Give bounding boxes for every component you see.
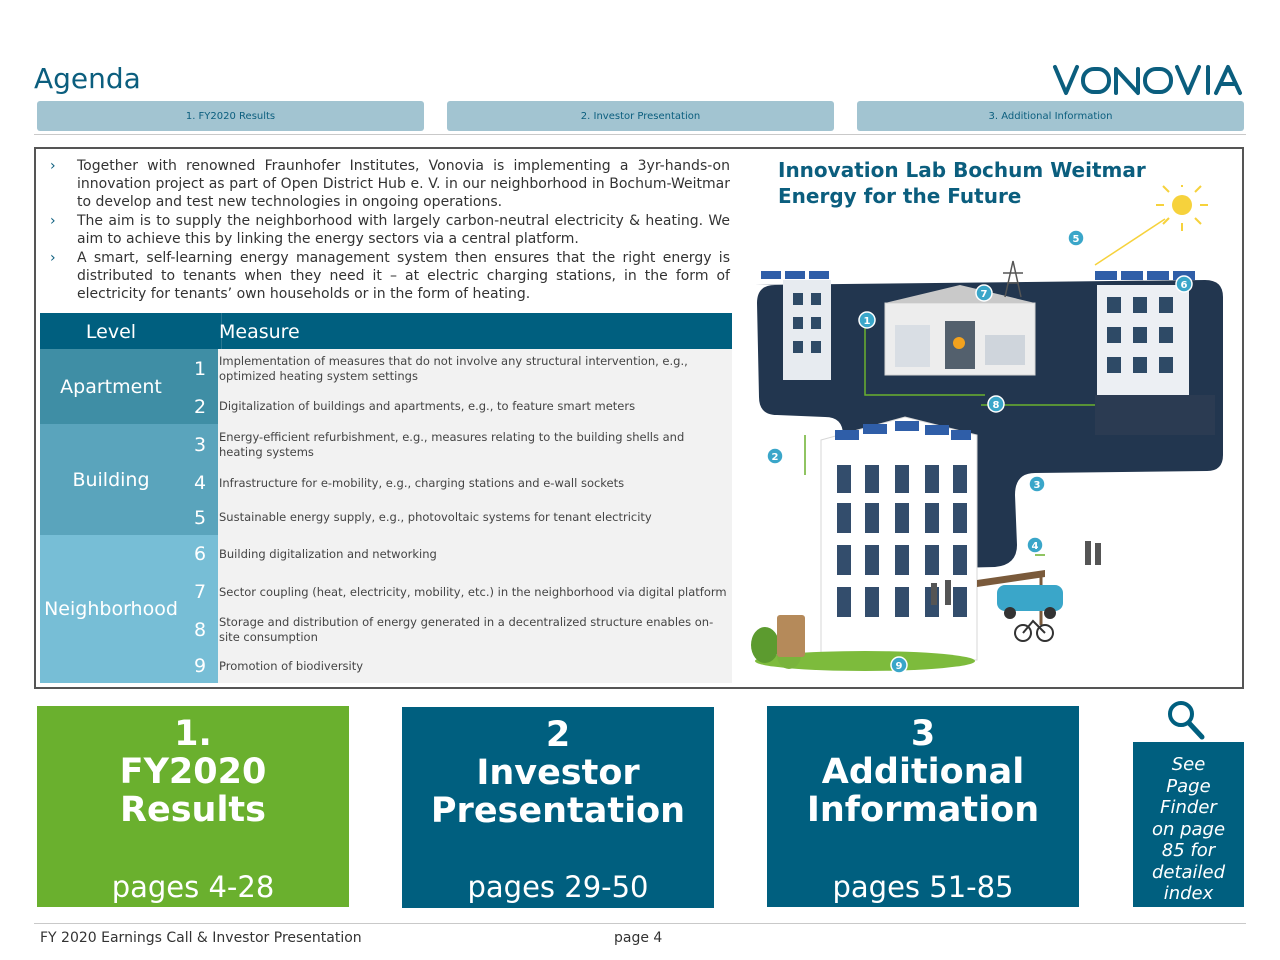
svg-text:8: 8	[992, 400, 1000, 411]
header-level: Level	[85, 321, 137, 343]
measure-text: Infrastructure for e-mobility, e.g., charging stations and e-wall sockets	[219, 475, 625, 490]
badge-7	[976, 285, 992, 301]
vonovia-logo	[1052, 62, 1244, 98]
svg-text:1: 1	[863, 316, 871, 327]
sun-icon	[1095, 185, 1208, 265]
badge-2	[767, 448, 783, 464]
intro-bullet-3: › A smart, self-learning energy management system then ensures that the right energy is distributed to tenants when they need it – at electric charging stations, in the form of electricity for tenants’ own households or in the form of heating.	[50, 250, 730, 302]
row-number: 6	[182, 535, 218, 573]
tab-investor-presentation[interactable]: 2. Investor Presentation	[447, 101, 834, 131]
svg-text:3: 3	[1033, 480, 1041, 491]
row-number: 2	[182, 389, 218, 424]
svg-text:9: 9	[895, 661, 903, 672]
innovation-lab-title: Innovation Lab Bochum Weitmar Energy for the Future	[778, 158, 1146, 208]
tab-additional-information[interactable]: 3. Additional Information	[857, 101, 1244, 131]
page-title: Agenda	[34, 62, 141, 95]
card-fy2020-results[interactable]: 1. FY2020 Results pages 4-28	[37, 706, 349, 907]
level-apartment: Apartment	[40, 349, 182, 424]
row-number: 7	[182, 573, 218, 611]
measure-text: Storage and distribution of energy generated in a decentralized structure enables on-site consumption	[219, 615, 714, 644]
card-pages: pages 4-28	[111, 870, 275, 904]
measure-text: Promotion of biodiversity	[219, 658, 364, 673]
page-finder-box[interactable]: See Page Finder on page 85 for detailed index	[1133, 742, 1244, 907]
chevron-right-icon: ›	[50, 158, 56, 174]
footer-divider	[34, 923, 1246, 924]
svg-text:6: 6	[1180, 280, 1188, 291]
footer-title: FY 2020 Earnings Call & Investor Presentation	[40, 930, 362, 946]
card-pages: pages 51-85	[832, 870, 1014, 904]
header-measure: Measure	[219, 321, 300, 343]
badge-9	[891, 657, 907, 673]
measure-text: Sustainable energy supply, e.g., photovoltaic systems for tenant electricity	[219, 510, 652, 524]
row-number: 1	[182, 349, 218, 389]
measure-text: Implementation of measures that do not involve any structural intervention, e.g., optimized heating system settings	[219, 354, 688, 383]
card-investor-presentation[interactable]: 2 Investor Presentation pages 29-50	[402, 707, 714, 908]
header-divider	[34, 134, 1246, 135]
card-additional-information[interactable]: 3 Additional Information pages 51-85	[767, 706, 1079, 907]
magnifier-icon[interactable]	[1166, 699, 1206, 741]
level-neighborhood: Neighborhood	[40, 535, 182, 683]
chevron-right-icon: ›	[50, 213, 56, 229]
row-number: 4	[182, 466, 218, 500]
svg-text:5: 5	[1072, 234, 1080, 245]
badge-4	[1027, 537, 1043, 553]
card-pages: pages 29-50	[467, 870, 649, 904]
row-number: 3	[182, 424, 218, 466]
badge-8	[988, 396, 1004, 412]
neighborhood-illustration	[745, 185, 1235, 685]
row-number: 9	[182, 649, 218, 683]
svg-text:4: 4	[1031, 541, 1039, 552]
level-building: Building	[40, 424, 182, 535]
badge-1	[859, 312, 875, 328]
measures-table-header	[40, 313, 732, 349]
measure-text: Building digitalization and networking	[219, 546, 437, 561]
row-number: 8	[182, 611, 218, 649]
svg-text:7: 7	[980, 289, 988, 300]
measure-text: Sector coupling (heat, electricity, mobility, etc.) in the neighborhood via digital platform	[219, 584, 727, 599]
page-number: page 4	[614, 930, 663, 946]
badge-3	[1029, 476, 1045, 492]
row-number: 5	[182, 500, 218, 535]
intro-bullet-2: › The aim is to supply the neighborhood with largely carbon-neutral electricity & heating. We aim to achieve this by linking the energy sectors via a central platform.	[50, 213, 730, 247]
badge-5	[1068, 230, 1084, 246]
tab-fy2020-results[interactable]: 1. FY2020 Results	[37, 101, 424, 131]
svg-text:2: 2	[771, 452, 779, 463]
chevron-right-icon: ›	[50, 250, 56, 266]
badge-6	[1176, 276, 1192, 292]
measure-text: Digitalization of buildings and apartments, e.g., to feature smart meters	[219, 399, 636, 413]
measure-text: Energy-efficient refurbishment, e.g., measures relating to the building shells and heating systems	[219, 430, 685, 459]
intro-bullet-1: › Together with renowned Fraunhofer Institutes, Vonovia is implementing a 3yr-hands-on innovation project as part of Open District Hub e. V. in our neighborhood in Bochum-Weitmar to develop and test new technologies in ongoing operations.	[50, 158, 730, 210]
